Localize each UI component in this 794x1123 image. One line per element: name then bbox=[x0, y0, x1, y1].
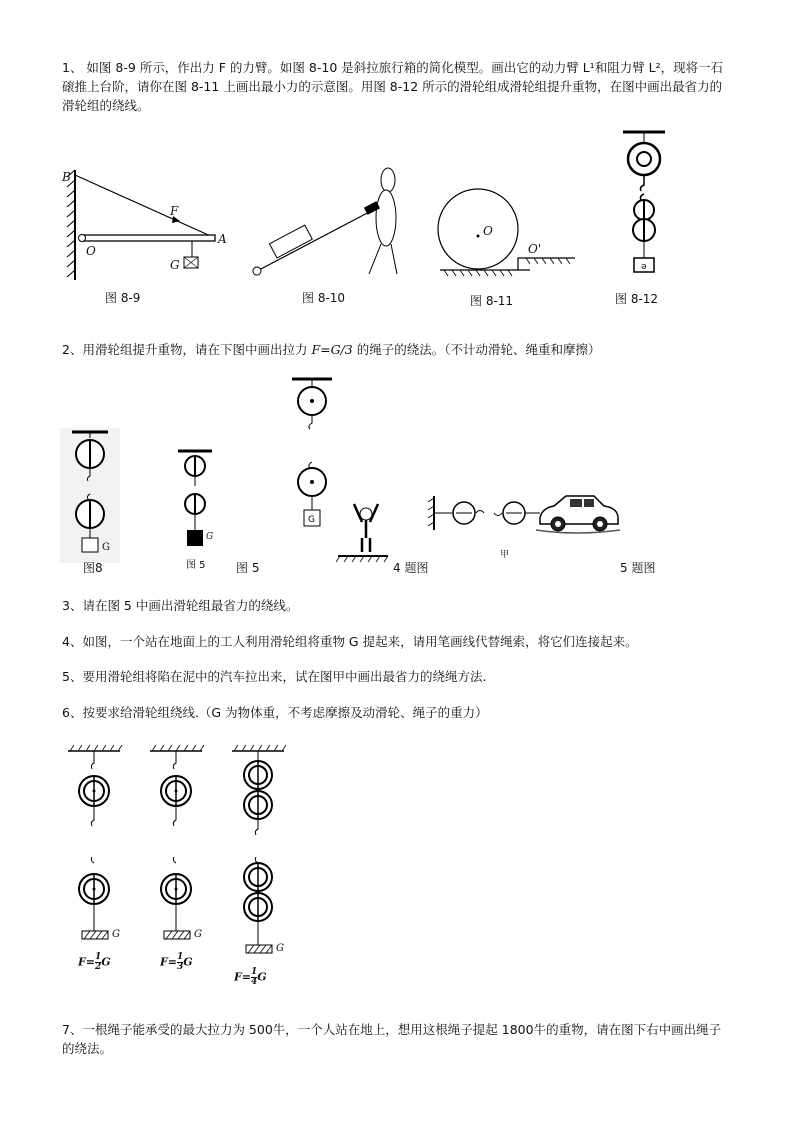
label-F: F bbox=[170, 204, 179, 218]
question-7-text: 7、一根绳子能承受的最大拉力为 500牛，一个人站在地上，想用这根绳子提起 1800牛的重物，请在图下右中画出绳子的绕法。 bbox=[62, 1022, 722, 1056]
formula-2-den: 3 bbox=[177, 962, 184, 972]
figure-8-pulley-set bbox=[60, 428, 120, 563]
question-1-text: 1、 如图 8-9 所示，作出力 F 的力臂。如图 8-10 是斜拉旅行箱的简化模型。画出它的动力臂 L¹和阻力臂 L²，现将一石磙推上台阶，请你在图 8-11 上画出最小力的示意图。用图 8-12 所示的滑轮组成滑轮组提升重物，在图中画出最省力的滑轮组的绕线。 bbox=[62, 60, 724, 113]
figure-8-10-suitcase bbox=[245, 160, 415, 285]
question-3-text: 3、请在图 5 中画出滑轮组最省力的绕线。 bbox=[62, 598, 299, 613]
q6-set2-G: G bbox=[194, 929, 202, 940]
label-jia: 甲 bbox=[500, 550, 510, 560]
figure-8-11-roller bbox=[430, 180, 580, 280]
question-4-text: 4、如图，一个站在地面上的工人利用滑轮组将重物 G 提起来，请用笔画线代替绳索，将它们连接起来。 bbox=[62, 634, 638, 649]
q6-set3-G: G bbox=[276, 943, 284, 954]
formula-2-num: 1 bbox=[177, 952, 184, 962]
svg-text:G: G bbox=[308, 515, 315, 525]
formula-3-den: 4 bbox=[251, 977, 258, 987]
question-6-text: 6、按要求给滑轮组绕线.（G 为物体重，不考虑摩擦及动滑轮、绳子的重力） bbox=[62, 705, 488, 720]
question-2-text bbox=[62, 340, 601, 359]
fig8-G: G bbox=[102, 542, 110, 553]
caption-fig-8-10: 图 8-10 bbox=[302, 291, 346, 305]
caption-q5: 5 题图 bbox=[620, 561, 656, 575]
caption-fig5: 图 5 bbox=[236, 561, 260, 575]
q2-suffix: 的绳子的绕法。（不计动滑轮、绳重和摩擦） bbox=[356, 342, 601, 357]
caption-q4: 4 题图 bbox=[393, 561, 429, 575]
formula-1-den: 2 bbox=[95, 962, 102, 972]
label-O-prime: O' bbox=[528, 242, 542, 256]
label-O-8-11: O bbox=[483, 224, 493, 238]
label-B: B bbox=[62, 170, 71, 184]
formula-3 bbox=[234, 968, 267, 987]
formula-3-lhs: F= bbox=[234, 970, 252, 984]
figure-q5-car-pulleys bbox=[428, 488, 628, 538]
label-O: O bbox=[86, 244, 96, 258]
formula-1-lhs: F= bbox=[78, 955, 96, 969]
q6-set1-G: G bbox=[112, 929, 120, 940]
fig5-G: G bbox=[206, 532, 214, 542]
caption-fig-8-9: 图 8-9 bbox=[105, 291, 141, 305]
label-A: A bbox=[218, 232, 227, 246]
question-5-text: 5、要用滑轮组将陷在泥中的汽车拉出来，试在图甲中画出最省力的绕绳方法. bbox=[62, 669, 487, 684]
figure-8-9-lever bbox=[60, 165, 230, 285]
figure-q4-worker-pulleys bbox=[288, 374, 398, 564]
svg-text:ə: ə bbox=[641, 262, 647, 272]
formula-1-G: G bbox=[101, 955, 111, 969]
caption-fig8: 图8 bbox=[83, 561, 103, 575]
formula-1-num: 1 bbox=[95, 952, 102, 962]
caption-fig-8-11: 图 8-11 bbox=[470, 294, 514, 308]
label-G: G bbox=[170, 258, 180, 272]
figure-8-12-pulleys bbox=[615, 128, 675, 278]
q2-prefix: 2、用滑轮组提升重物，请在下图中画出拉力 bbox=[62, 342, 308, 357]
q2-formula: F=G/3 bbox=[311, 342, 353, 357]
caption-fig-8-12: 图 8-12 bbox=[615, 292, 659, 306]
formula-3-num: 1 bbox=[251, 967, 258, 977]
formula-2-lhs: F= bbox=[160, 955, 178, 969]
caption-fig5-small: 图 5 bbox=[186, 560, 206, 571]
formula-1 bbox=[78, 953, 111, 972]
formula-2 bbox=[160, 953, 193, 972]
formula-2-G: G bbox=[183, 955, 193, 969]
formula-3-G: G bbox=[257, 970, 267, 984]
